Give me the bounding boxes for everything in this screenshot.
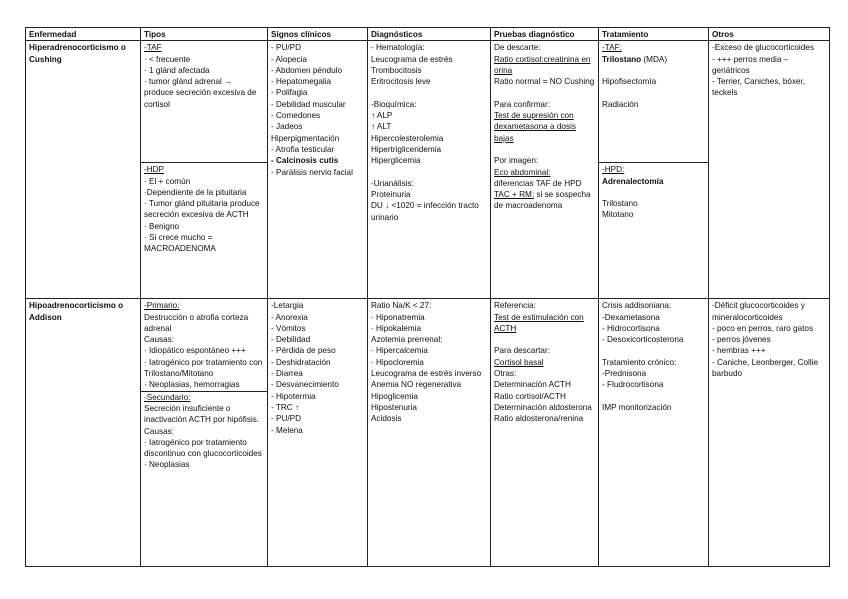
addison-otros: -Déficit glucocorticoides y mineralocorticoides - poco en perros, raro gatos - perros jóvenes - hembras +++ - Caniche, Leonberger, Collie barbudo [709, 299, 830, 567]
cushing-tipos-hdp: -HDP · El + común ·Dependiente de la pituitaria · Tumor glánd pituitaria produce secreción excesiva de ACTH · Benigno · Si crece mucho = MACROADENOMA [141, 163, 268, 299]
clinical-table [25, 27, 830, 567]
disease-cushing: Hiperadrenocorticismo o Cushing [26, 41, 141, 299]
disease-addison: Hipoadrenocorticismo o Addison [26, 299, 141, 567]
cushing-tratamiento-taf: -TAF: Trilostano (MDA) Hipofisectomía Radiación [599, 41, 709, 163]
row-cushing-top [26, 41, 830, 163]
header-row [26, 28, 830, 41]
header-tipos: Tipos [141, 28, 268, 41]
addison-pruebas: Referencia: Test de estimulación con ACTH Para descartar: Cortisol basal Otras: Determinación ACTH Ratio cortisol/ACTH Determinación aldosterona Ratio aldosterona/renina [491, 299, 599, 567]
addison-diagnosticos: Ratio Na/K < 27: · Hiponatremia · Hipokalemia Azotemia prerrenal: · Hipercalcemia · Hipocloremia Leucograma de estrés inverso Anemia NO regenerativa Hipoglicemia Hipostenuria Acidosis [368, 299, 491, 567]
header-otros: Otros [709, 28, 830, 41]
addison-tratamiento: Crisis addisoniana: -Dexametasona - Hidrocortisona - Desoxicorticosterona Tratamiento crónico: -Prednisona - Fludrocortisona IMP monitorización [599, 299, 709, 567]
cushing-signos: - PU/PD - Alopecia - Abdomen péndulo - Hepatomegalia - Polifagia - Debilidad muscular - Comedones - Jadeos Hiperpigmentación - Atrofia testicular - Calcinosis cutis - Parálisis nervio facial [268, 41, 368, 299]
row-addison [26, 299, 830, 567]
cushing-otros: -Exceso de glucocorticoides - +++ perros media – geriátricos - Terrier, Caniches, bóxer, teckels [709, 41, 830, 299]
header-diagnosticos: Diagnósticos [368, 28, 491, 41]
cushing-tratamiento-hpd: -HPD: Adrenalectomía Trilostano Mitotano [599, 163, 709, 299]
cushing-pruebas: De descarte: Ratio cortisol:creatinina en orina Ratio normal = NO Cushing Para confirmar: Test de supresión con dexametasona a dosis bajas Por imagen: Eco abdominal: diferencias TAF de HPD TAC + RM: si se sospecha de macroadenoma [491, 41, 599, 299]
header-enfermedad: Enfermedad [26, 28, 141, 41]
addison-tipos: -Primario: Destrucción o atrofia corteza adrenal Causas: · Idiopático espontáneo +++ · Iatrogénico por tratamiento con Trilostano/Mitotano · Neoplasias, hemorragias -Secundario: Secreción insuficiente o inactivación ACTH por hipófisis. Causas: · Iatrogénico por tratamiento discontinuo con glucocorticoides · Neoplasias [141, 299, 268, 567]
cushing-diagnosticos: - Hematología: Leucograma de estrés Trombocitosis Eritrocitosis leve -Bioquímica: ↑ ALP ↑ ALT Hipercolesterolemia Hipertrigliceridemia Hiperglicemia -Urianálisis: Proteinuria DU ↓ <1020 = infección tracto urinario [368, 41, 491, 299]
addison-signos: -Letargia - Anorexia - Vómitos - Debilidad - Pérdida de peso - Deshidratación - Diarrea - Desvanecimiento - Hipotermia - TRC ↑ - PU/PD - Melena [268, 299, 368, 567]
cushing-tipos-taf: -TAF · < frecuente · 1 glánd afectada · tumor glánd adrenal → produce secreción excesiva de cortisol [141, 41, 268, 163]
header-pruebas: Pruebas diagnóstico [491, 28, 599, 41]
header-tratamiento: Tratamiento [599, 28, 709, 41]
header-signos: Signos clínicos [268, 28, 368, 41]
